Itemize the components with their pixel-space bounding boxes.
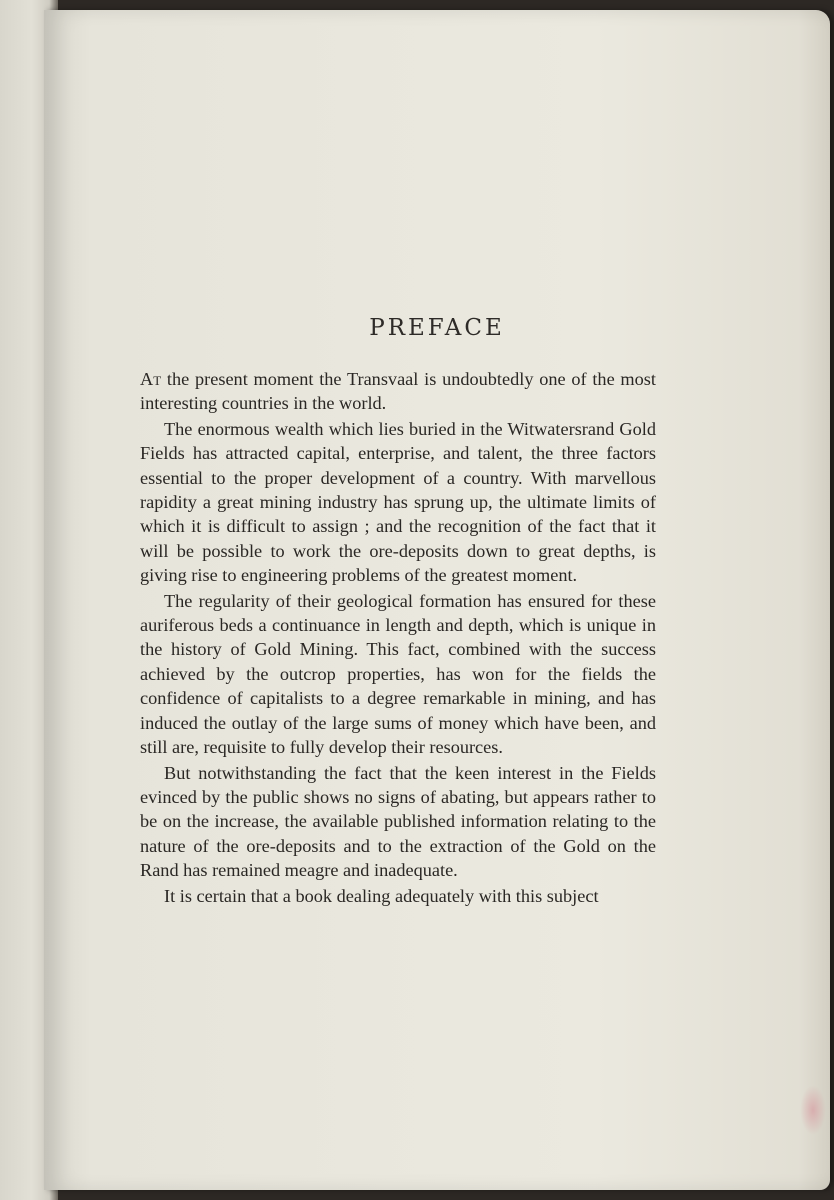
paragraph-2: The enormous wealth which lies buried in the Witwatersrand Gold Fields has attracted capital, enterprise, and talent, the three factors essential to the proper development of a country. With marvellous rapidity a great mining industry has sprung up, the ultimate limits of which it is difficult to assign ; and the recognition of the fact that it will be possible to work the ore-deposits down to great depths, is giving rise to engineering problems of the greatest moment.	[140, 418, 656, 586]
paragraph-1	[140, 367, 656, 416]
book-page	[44, 10, 830, 1190]
paragraph-1-text: the present moment the Transvaal is undoubtedly one of the most interesting countries in the world.	[140, 369, 656, 414]
preface-text	[140, 367, 656, 909]
paragraph-5: It is certain that a book dealing adequately with this subject	[164, 885, 599, 906]
paragraph-3: The regularity of their geological formation has ensured for these auriferous beds a continuance in length and depth, which is unique in the history of Gold Mining. This fact, combined with the success achieved by the outcrop properties, has won for the fields the confidence of capitalists to a degree remarkable in mining, and has induced the outlay of the large sums of money which have been, and still are, requisite to fully develop their resources.	[140, 590, 656, 758]
page-heading: PREFACE	[369, 315, 505, 341]
paragraph-4: But notwithstanding the fact that the keen interest in the Fields evinced by the public shows no signs of abating, but appears rather to be on the increase, the available published information relating to the nature of the ore-deposits and to the extraction of the Gold on the Rand has remained meagre and inadequate.	[140, 762, 656, 881]
paragraph-1-lead-word: At	[140, 369, 162, 389]
